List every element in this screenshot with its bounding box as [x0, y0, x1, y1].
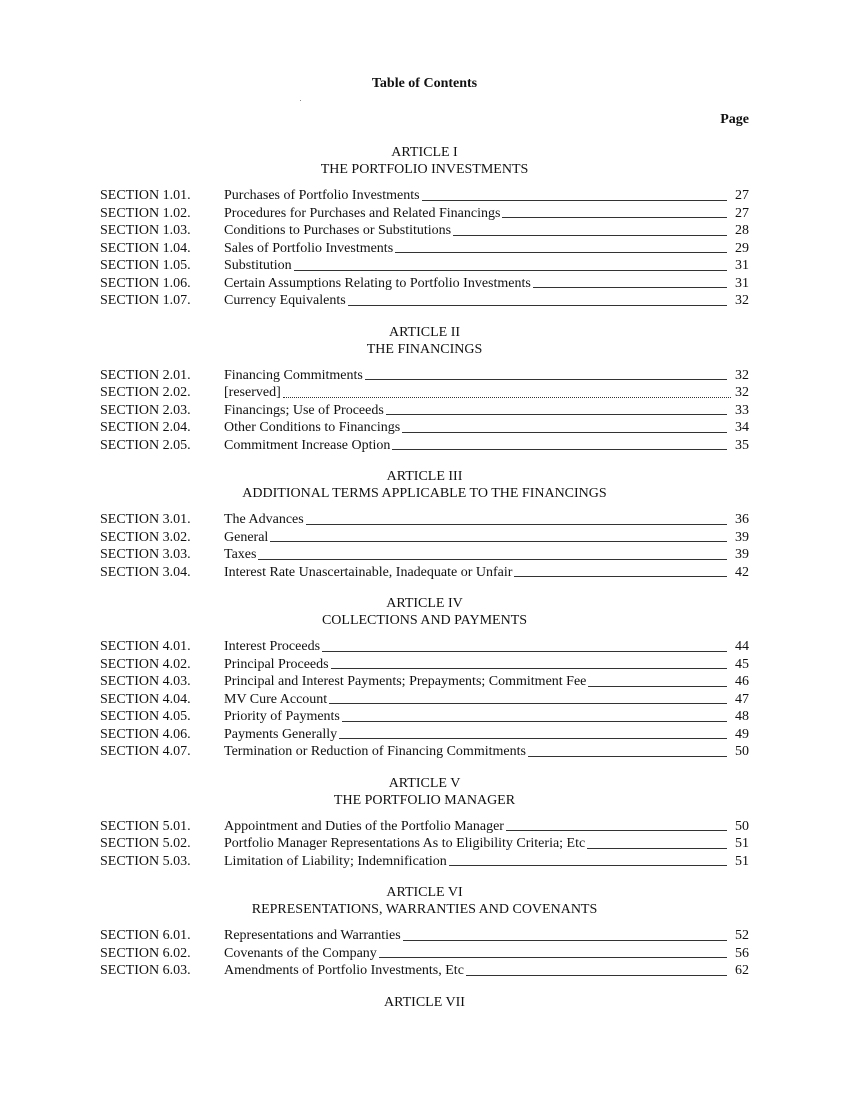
section-number: SECTION 4.03.	[100, 674, 191, 689]
leader-line	[329, 703, 727, 704]
section-number: SECTION 1.05.	[100, 258, 191, 273]
section-number: SECTION 1.03.	[100, 223, 191, 238]
leader-line	[270, 541, 727, 542]
section-number: SECTION 4.01.	[100, 639, 191, 654]
leader-line	[466, 975, 727, 976]
article-title: THE FINANCINGS	[366, 341, 483, 357]
toc-entry[interactable]	[100, 187, 749, 205]
leader-line	[392, 449, 727, 450]
section-number: SECTION 6.01.	[100, 928, 191, 943]
section-title: Financing Commitments	[224, 367, 363, 383]
section-title: Procedures for Purchases and Related Financings	[224, 205, 501, 221]
toc-entry[interactable]	[100, 240, 749, 258]
toc-entry[interactable]	[100, 743, 749, 761]
article-heading	[100, 324, 749, 358]
toc-entry[interactable]	[100, 638, 749, 656]
page-number: 39	[735, 529, 749, 545]
page-number: 42	[735, 564, 749, 580]
toc-entry[interactable]	[100, 546, 749, 564]
page-number: 31	[735, 258, 749, 273]
page-number: 44	[735, 639, 749, 654]
article-heading	[100, 144, 749, 178]
article-number: ARTICLE VI	[386, 885, 463, 900]
toc-entry[interactable]	[100, 419, 749, 437]
section-title: Purchases of Portfolio Investments	[224, 188, 420, 203]
section-number: SECTION 4.06.	[100, 726, 191, 742]
leader-line	[588, 686, 727, 687]
leader-line	[449, 865, 727, 866]
article-heading	[100, 595, 749, 629]
page-title: Table of Contents	[371, 76, 478, 91]
section-title: Other Conditions to Financings	[224, 420, 401, 435]
section-number: SECTION 5.03.	[100, 853, 191, 869]
article-heading	[100, 884, 749, 918]
section-title: Certain Assumptions Relating to Portfolio Investments	[224, 275, 531, 291]
page-number: 50	[735, 818, 749, 834]
toc-entry[interactable]	[100, 853, 749, 871]
section-number: SECTION 5.01.	[100, 818, 191, 834]
leader-line	[403, 940, 727, 941]
page-number: 29	[735, 240, 749, 256]
section-title: Limitation of Liability; Indemnification	[224, 853, 447, 869]
section-title: Representations and Warranties	[224, 928, 401, 943]
section-number: SECTION 1.06.	[100, 275, 191, 291]
page-number: 35	[735, 437, 749, 453]
article-title: ADDITIONAL TERMS APPLICABLE TO THE FINANCINGS	[242, 486, 607, 501]
article-heading	[100, 468, 749, 502]
section-title: Conditions to Purchases or Substitutions	[224, 223, 452, 238]
toc-entry[interactable]	[100, 292, 749, 310]
table-of-contents	[100, 144, 749, 1011]
section-number: SECTION 2.04.	[100, 420, 191, 435]
section-title: Termination or Reduction of Financing Commitments	[224, 744, 526, 759]
leader-line	[528, 756, 727, 757]
article-title: THE PORTFOLIO MANAGER	[333, 792, 516, 808]
leader-line	[422, 200, 727, 201]
section-number: SECTION 1.04.	[100, 240, 191, 256]
toc-entry[interactable]	[100, 511, 749, 529]
page-number: 52	[735, 928, 749, 943]
leader-line	[514, 576, 727, 577]
page-number: 48	[735, 709, 749, 724]
section-title: Substitution	[224, 258, 292, 273]
article-number: ARTICLE V	[388, 775, 461, 791]
article-title: COLLECTIONS AND PAYMENTS	[321, 613, 528, 628]
leader-line	[395, 252, 727, 253]
section-title: Priority of Payments	[224, 709, 340, 724]
section-number: SECTION 6.03.	[100, 963, 191, 978]
page-number: 27	[735, 188, 749, 203]
section-number: SECTION 3.03.	[100, 547, 191, 562]
page-number: 32	[735, 385, 749, 400]
leader-line	[453, 235, 727, 236]
stray-mark	[300, 100, 301, 101]
section-number: SECTION 4.05.	[100, 709, 191, 724]
toc-entry[interactable]	[100, 529, 749, 547]
section-number: SECTION 2.05.	[100, 437, 191, 453]
toc-entry[interactable]	[100, 275, 749, 293]
page-number: 39	[735, 547, 749, 562]
leader-line	[258, 559, 727, 560]
section-title: Financings; Use of Proceeds	[224, 402, 384, 418]
leader-line	[331, 668, 727, 669]
toc-entry[interactable]	[100, 367, 749, 385]
section-title: Amendments of Portfolio Investments, Etc	[224, 963, 464, 978]
toc-entry[interactable]	[100, 818, 749, 836]
section-number: SECTION 4.02.	[100, 656, 191, 672]
leader-line	[379, 957, 727, 958]
page-number: 49	[735, 726, 749, 742]
section-number: SECTION 5.02.	[100, 836, 191, 851]
page-number: 32	[735, 293, 749, 308]
section-title: Interest Rate Unascertainable, Inadequate or Unfair	[224, 564, 513, 580]
page-number: 36	[735, 512, 749, 527]
leader-line	[386, 414, 727, 415]
section-title: Currency Equivalents	[224, 293, 346, 308]
section-number: SECTION 1.07.	[100, 293, 191, 308]
leader-line	[533, 287, 727, 288]
article-heading	[100, 775, 749, 809]
page-number: 31	[735, 275, 749, 291]
section-title: Taxes	[224, 547, 257, 562]
page-number: 56	[735, 945, 749, 961]
article-number: ARTICLE III	[386, 469, 463, 484]
page-number: 28	[735, 223, 749, 238]
section-title: Interest Proceeds	[224, 639, 321, 654]
section-title: Appointment and Duties of the Portfolio Manager	[224, 818, 504, 834]
toc-entry[interactable]	[100, 384, 749, 402]
section-title: The Advances	[224, 512, 304, 527]
article-number: ARTICLE II	[388, 324, 461, 340]
section-number: SECTION 4.07.	[100, 744, 191, 759]
page-number: 46	[735, 674, 749, 689]
leader-line	[294, 270, 727, 271]
page-number: 33	[735, 402, 749, 418]
toc-entry[interactable]	[100, 691, 749, 709]
section-number: SECTION 2.01.	[100, 367, 191, 383]
section-number: SECTION 1.02.	[100, 205, 191, 221]
toc-entry[interactable]	[100, 835, 749, 853]
toc-entry[interactable]	[100, 708, 749, 726]
page-column-label: Page	[720, 112, 749, 127]
toc-entry[interactable]	[100, 564, 749, 582]
section-number: SECTION 6.02.	[100, 945, 191, 961]
page-number: 62	[735, 963, 749, 978]
section-number: SECTION 3.01.	[100, 512, 191, 527]
toc-entry[interactable]	[100, 402, 749, 420]
leader-line	[348, 305, 727, 306]
leader-line	[365, 379, 727, 380]
section-title: Sales of Portfolio Investments	[224, 240, 394, 256]
leader-line	[587, 848, 727, 849]
toc-entry[interactable]	[100, 962, 749, 980]
section-title: Principal Proceeds	[224, 656, 329, 672]
page-number: 45	[735, 656, 749, 672]
toc-entry[interactable]	[100, 222, 749, 240]
section-number: SECTION 3.02.	[100, 529, 191, 545]
section-title: General	[224, 529, 269, 545]
section-title: Payments Generally	[224, 726, 338, 742]
leader-line	[306, 524, 727, 525]
section-title: Portfolio Manager Representations As to Eligibility Criteria; Etc	[224, 836, 586, 851]
leader-line	[502, 217, 727, 218]
toc-entry[interactable]	[100, 945, 749, 963]
toc-entry[interactable]	[100, 205, 749, 223]
toc-entry[interactable]	[100, 656, 749, 674]
article-title: REPRESENTATIONS, WARRANTIES AND COVENANTS	[251, 902, 598, 917]
leader-line	[342, 721, 727, 722]
section-title: Commitment Increase Option	[224, 437, 391, 453]
section-title: MV Cure Account	[224, 691, 328, 707]
section-title: [reserved]	[224, 385, 281, 400]
section-number: SECTION 4.04.	[100, 691, 191, 707]
toc-entry[interactable]	[100, 257, 749, 275]
section-number: SECTION 2.03.	[100, 402, 191, 418]
section-number: SECTION 1.01.	[100, 188, 191, 203]
page-number: 27	[735, 205, 749, 221]
page-number: 34	[735, 420, 749, 435]
section-title: Covenants of the Company	[224, 945, 377, 961]
section-title: Principal and Interest Payments; Prepayments; Commitment Fee	[224, 674, 587, 689]
leader-line	[506, 830, 727, 831]
article-number: ARTICLE I	[391, 145, 458, 160]
toc-entry[interactable]	[100, 673, 749, 691]
page-number: 47	[735, 691, 749, 707]
page-number: 51	[735, 853, 749, 869]
leader-line	[339, 738, 727, 739]
leader-line	[322, 651, 727, 652]
section-number: SECTION 3.04.	[100, 564, 191, 580]
toc-entry[interactable]	[100, 726, 749, 744]
page-number: 32	[735, 367, 749, 383]
leader-line	[283, 397, 731, 398]
leader-line	[402, 432, 727, 433]
article-number: ARTICLE VII	[384, 994, 465, 1010]
article-number: ARTICLE IV	[386, 596, 463, 611]
article-title: THE PORTFOLIO INVESTMENTS	[320, 162, 529, 177]
page-number: 51	[735, 836, 749, 851]
page-number: 50	[735, 744, 749, 759]
toc-entry[interactable]	[100, 927, 749, 945]
section-number: SECTION 2.02.	[100, 385, 191, 400]
toc-entry[interactable]	[100, 437, 749, 455]
